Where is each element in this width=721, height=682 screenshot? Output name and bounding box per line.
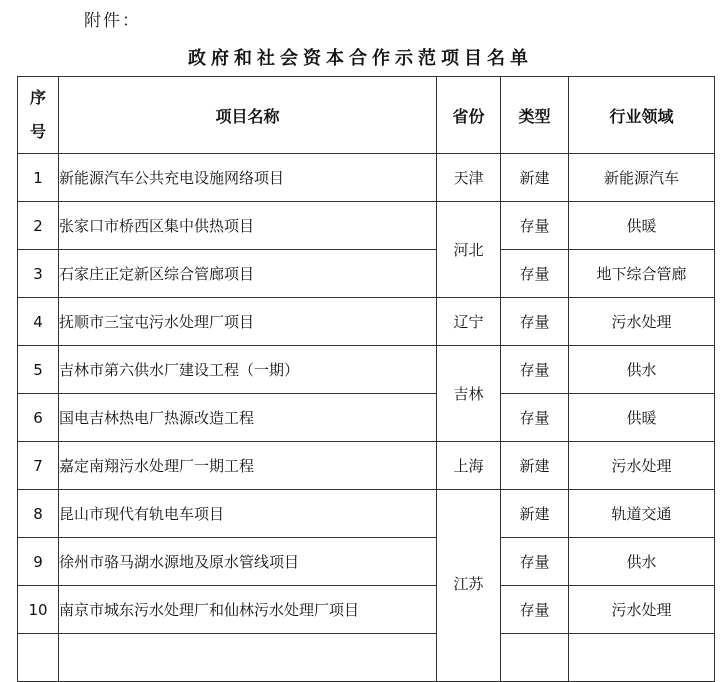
table-header-row — [18, 77, 715, 154]
row-name: 南京市城东污水处理厂和仙林污水处理厂项目 — [59, 586, 437, 634]
row-industry: 污水处理 — [569, 442, 715, 490]
row-industry: 供水 — [569, 346, 715, 394]
row-name: 新能源汽车公共充电设施网络项目 — [59, 154, 437, 202]
row-no: 2 — [18, 202, 59, 250]
table-row — [18, 250, 715, 298]
row-industry: 供水 — [569, 538, 715, 586]
table-row — [18, 586, 715, 634]
row-type: 存量 — [501, 298, 569, 346]
row-no: 1 — [18, 154, 59, 202]
table-row — [18, 298, 715, 346]
header-no: 序号 — [18, 77, 59, 154]
row-industry: 地下综合管廊 — [569, 250, 715, 298]
row-no: 3 — [18, 250, 59, 298]
table-row — [18, 442, 715, 490]
row-type: 存量 — [501, 202, 569, 250]
row-industry: 污水处理 — [569, 298, 715, 346]
header-name: 项目名称 — [59, 77, 437, 154]
row-province: 河北 — [437, 202, 501, 298]
row-type: 新建 — [501, 154, 569, 202]
row-type: 存量 — [501, 250, 569, 298]
row-no: 5 — [18, 346, 59, 394]
row-no: 4 — [18, 298, 59, 346]
attachment-label: 附件： — [84, 11, 141, 31]
row-type: 新建 — [501, 490, 569, 538]
header-type: 类型 — [501, 77, 569, 154]
row-name: 国电吉林热电厂热源改造工程 — [59, 394, 437, 442]
table-row — [18, 154, 715, 202]
row-name: 石家庄正定新区综合管廊项目 — [59, 250, 437, 298]
row-industry: 新能源汽车 — [569, 154, 715, 202]
row-no: 10 — [18, 586, 59, 634]
row-name: 昆山市现代有轨电车项目 — [59, 490, 437, 538]
table-row — [18, 538, 715, 586]
row-name: 徐州市骆马湖水源地及原水管线项目 — [59, 538, 437, 586]
row-name: 抚顺市三宝屯污水处理厂项目 — [59, 298, 437, 346]
row-province: 江苏 — [437, 490, 501, 682]
row-industry: 供暖 — [569, 394, 715, 442]
row-name: 吉林市第六供水厂建设工程（一期） — [59, 346, 437, 394]
row-no: 7 — [18, 442, 59, 490]
row-industry: 轨道交通 — [569, 490, 715, 538]
row-type: 存量 — [501, 538, 569, 586]
row-name: 嘉定南翔污水处理厂一期工程 — [59, 442, 437, 490]
row-no: 8 — [18, 490, 59, 538]
row-type: 存量 — [501, 586, 569, 634]
table-row — [18, 202, 715, 250]
row-province: 天津 — [437, 154, 501, 202]
table-row — [18, 394, 715, 442]
row-name: 张家口市桥西区集中供热项目 — [59, 202, 437, 250]
row-province: 辽宁 — [437, 298, 501, 346]
document-title: 政府和社会资本合作示范项目名单 — [188, 48, 533, 69]
header-province: 省份 — [437, 77, 501, 154]
row-industry: 供暖 — [569, 202, 715, 250]
table-row — [18, 634, 715, 682]
row-no: 6 — [18, 394, 59, 442]
row-type: 新建 — [501, 442, 569, 490]
row-province: 吉林 — [437, 346, 501, 442]
table-row — [18, 346, 715, 394]
table-row — [18, 490, 715, 538]
row-no: 9 — [18, 538, 59, 586]
header-industry: 行业领域 — [569, 77, 715, 154]
row-province: 上海 — [437, 442, 501, 490]
row-industry: 污水处理 — [569, 586, 715, 634]
row-type: 存量 — [501, 394, 569, 442]
project-list-table — [17, 76, 715, 682]
row-type: 存量 — [501, 346, 569, 394]
